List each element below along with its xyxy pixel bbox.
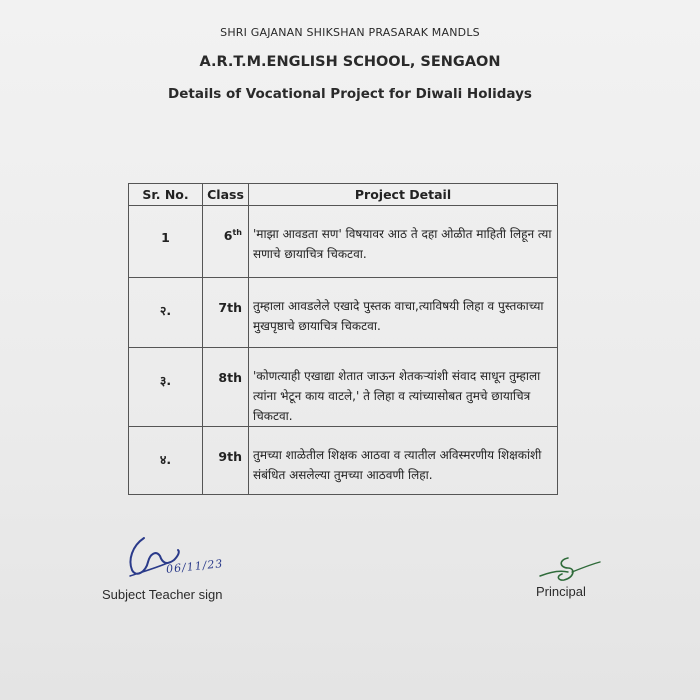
header-project-detail: Project Detail xyxy=(249,184,558,206)
sr-number: २. xyxy=(159,303,172,318)
class-value: 8th xyxy=(218,370,242,385)
header-class: Class xyxy=(203,184,249,206)
header-sr-no: Sr. No. xyxy=(129,184,203,206)
project-detail-text: 'कोणत्याही एखाद्या शेतात जाऊन शेतकऱ्यांशी संवाद साधून तुम्हाला त्यांना भेटून काय वाटले,' ते लिहा व त्यांच्यासोबत तुमचे छायाचित्र चिकटवा. xyxy=(253,369,541,423)
sr-cell xyxy=(129,348,203,427)
class-cell xyxy=(203,427,249,495)
class-suffix: th xyxy=(232,228,242,237)
detail-cell xyxy=(249,427,558,495)
project-detail-text: तुमच्या शाळेतील शिक्षक आठवा व त्यातील अविस्मरणीय शिक्षकांशी संबंधित असलेल्या तुमच्या आठवणी लिहा. xyxy=(253,448,542,482)
teacher-sign-label: Subject Teacher sign xyxy=(102,587,223,602)
principal-signature xyxy=(538,554,602,584)
detail-cell xyxy=(249,206,558,278)
document-title: Details of Vocational Project for Diwali Holidays xyxy=(168,86,532,102)
table-row xyxy=(129,348,558,427)
class-cell xyxy=(203,206,249,278)
organization-name: SHRI GAJANAN SHIKSHAN PRASARAK MANDLS xyxy=(220,26,480,39)
sr-cell xyxy=(129,206,203,278)
teacher-sign-date: 06/11/23 xyxy=(165,557,224,576)
table-row xyxy=(129,278,558,348)
school-name: A.R.T.M.ENGLISH SCHOOL, SENGAON xyxy=(199,54,501,70)
class-cell xyxy=(203,348,249,427)
sr-number: ४. xyxy=(159,452,172,467)
class-cell xyxy=(203,278,249,348)
class-value: 7th xyxy=(218,300,242,315)
table-row xyxy=(129,427,558,495)
sr-cell xyxy=(129,278,203,348)
class-value: 9th xyxy=(218,449,242,464)
detail-cell xyxy=(249,278,558,348)
class-value: 6 xyxy=(223,228,233,244)
table-row xyxy=(129,206,558,278)
sr-cell xyxy=(129,427,203,495)
project-table xyxy=(128,183,558,495)
project-detail-text: 'माझा आवडता सण' विषयावर आठ ते दहा ओळीत माहिती लिहून त्या सणाचे छायाचित्र चिकटवा. xyxy=(253,227,552,261)
detail-cell xyxy=(249,348,558,427)
principal-sign-label: Principal xyxy=(536,584,586,599)
project-detail-text: तुम्हाला आवडलेले एखादे पुस्तक वाचा,त्याविषयी लिहा व पुस्तकाच्या मुखपृष्ठाचे छायाचित्र चिकटवा. xyxy=(253,299,544,333)
sr-number: 1 xyxy=(161,230,170,245)
table-header-row xyxy=(129,184,558,206)
sr-number: ३. xyxy=(159,373,172,388)
